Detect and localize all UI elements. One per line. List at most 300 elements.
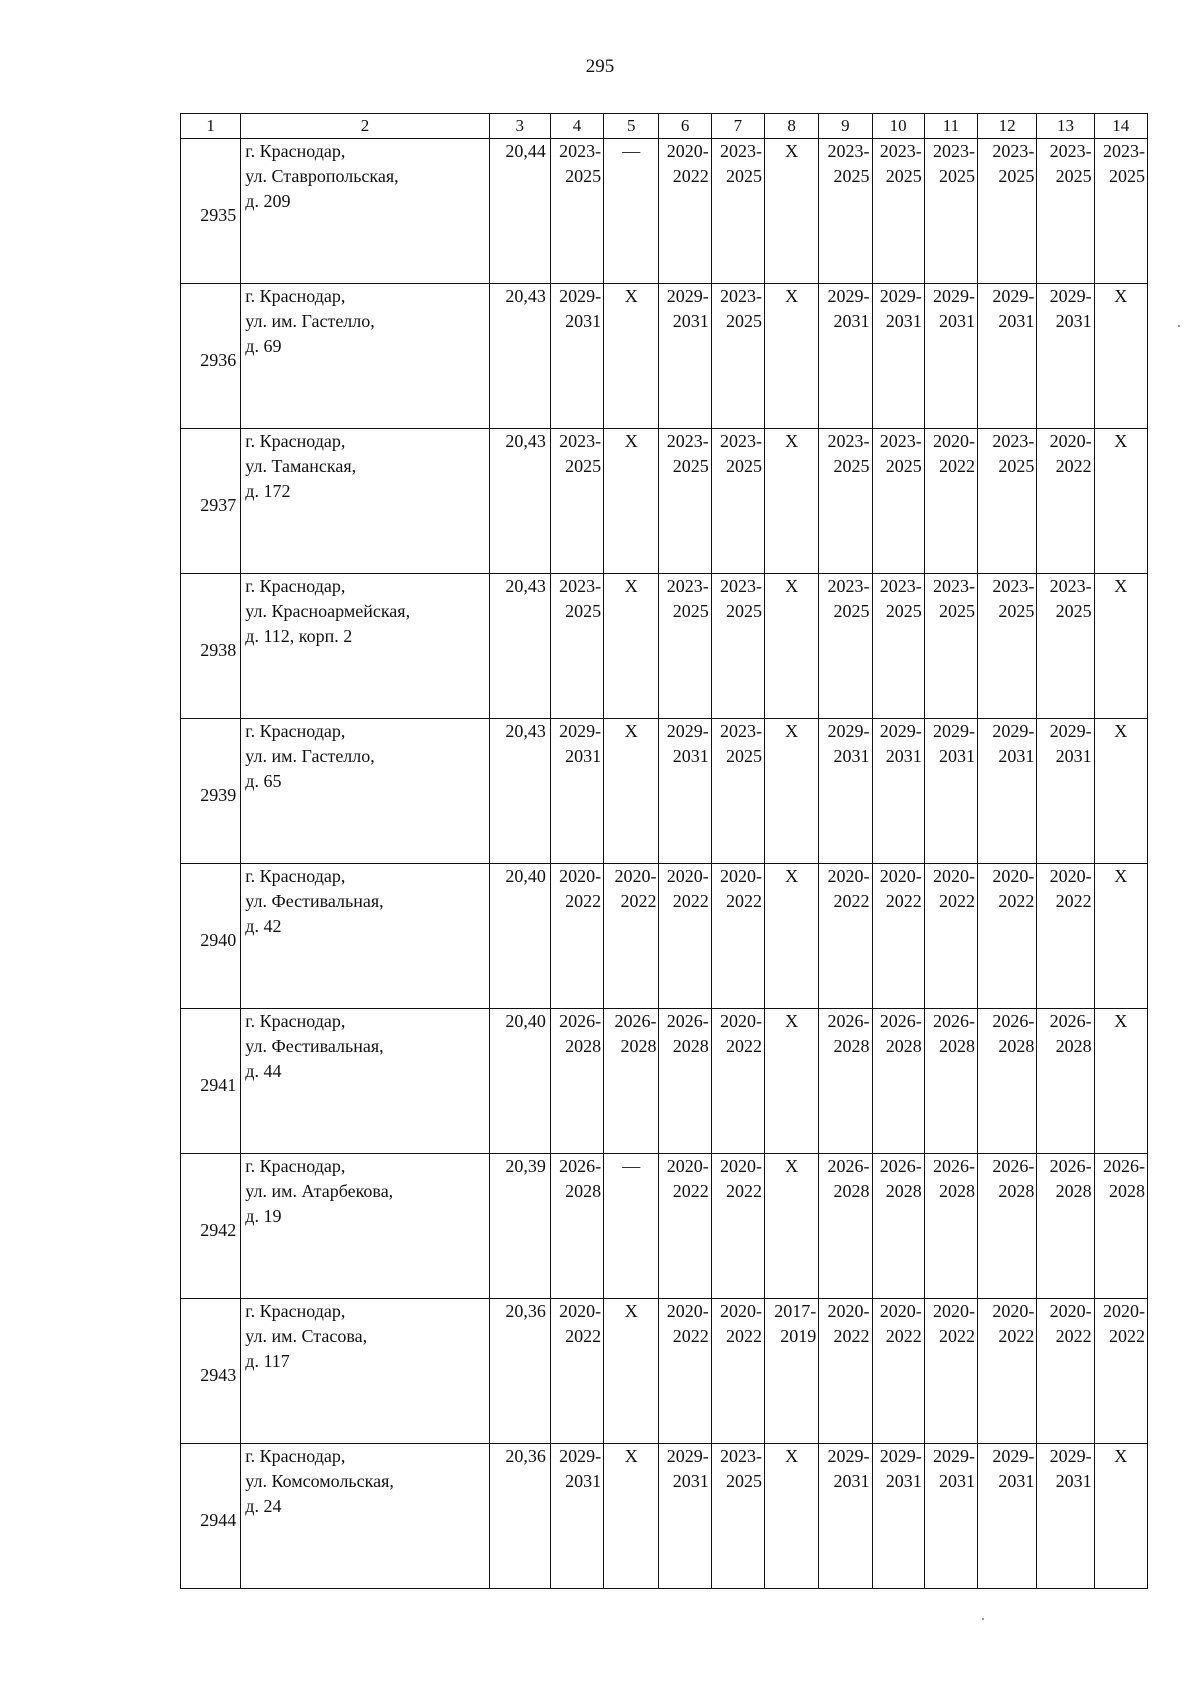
period-start: 2023- <box>933 576 976 596</box>
period-cell <box>550 139 603 284</box>
period-start: 2026- <box>879 1011 922 1031</box>
period-end: 2025 <box>565 601 602 621</box>
period-cell <box>711 864 764 1009</box>
period-start: 2020- <box>666 141 709 161</box>
table-row <box>181 284 1148 429</box>
period-start: 2020- <box>933 866 976 886</box>
address-cell <box>241 574 489 719</box>
period-end: 2022 <box>725 1326 762 1346</box>
period-cell <box>978 1299 1037 1444</box>
period-start: 2020- <box>559 1301 602 1321</box>
period-start: 2026- <box>827 1011 870 1031</box>
period-end: 2022 <box>939 891 976 911</box>
period-start: 2029- <box>559 1446 602 1466</box>
address-line: г. Краснодар, <box>245 431 346 451</box>
period-start: 2023- <box>719 1446 762 1466</box>
period-cell <box>872 1154 924 1299</box>
value-cell: 20,39 <box>489 1154 550 1299</box>
period-start: 2023- <box>1049 576 1092 596</box>
period-cell <box>550 429 603 574</box>
period-start: 2029- <box>1049 286 1092 306</box>
column-header-5: 5 <box>604 114 659 139</box>
period-end: 2019 <box>780 1326 817 1346</box>
period-start: 2029- <box>992 721 1035 741</box>
period-cell <box>764 1299 818 1444</box>
period-cell <box>924 1299 977 1444</box>
register-table <box>180 113 1148 1589</box>
period-end: 2031 <box>939 746 976 766</box>
address-line: ул. Таманская, <box>245 456 357 476</box>
period-cell <box>550 719 603 864</box>
period-cell <box>659 284 711 429</box>
address-line: д. 172 <box>245 481 291 501</box>
period-start: 2029- <box>666 721 709 741</box>
column-header-10: 10 <box>872 114 924 139</box>
value-cell: 20,40 <box>489 864 550 1009</box>
period-end: 2031 <box>998 311 1035 331</box>
period-end: 2028 <box>833 1181 870 1201</box>
period-cell <box>872 1444 924 1589</box>
column-header-3: 3 <box>489 114 550 139</box>
period-end: 2025 <box>833 166 870 186</box>
period-start: 2020- <box>719 1011 762 1031</box>
period-end: 2028 <box>939 1036 976 1056</box>
period-cell <box>659 719 711 864</box>
period-cell: X <box>764 574 818 719</box>
period-end: 2031 <box>939 311 976 331</box>
period-end: 2028 <box>1109 1181 1145 1201</box>
period-end: 2028 <box>565 1036 602 1056</box>
period-start: 2023- <box>992 431 1035 451</box>
period-end: 2025 <box>885 456 922 476</box>
period-start: 2023- <box>666 431 709 451</box>
period-start: 2029- <box>559 286 602 306</box>
address-cell <box>241 429 489 574</box>
period-end: 2025 <box>885 601 922 621</box>
period-cell <box>711 284 764 429</box>
period-cell <box>819 284 872 429</box>
period-end: 2025 <box>998 166 1035 186</box>
period-cell <box>924 1444 977 1589</box>
row-number: 2940 <box>181 864 241 1009</box>
period-end: 2031 <box>939 1471 976 1491</box>
period-end: 2028 <box>998 1181 1035 1201</box>
period-end: 2031 <box>833 311 870 331</box>
row-number: 2944 <box>181 1444 241 1589</box>
period-start: 2029- <box>827 1446 870 1466</box>
period-end: 2031 <box>998 1471 1035 1491</box>
period-start: 2029- <box>879 1446 922 1466</box>
period-start: 2020- <box>879 866 922 886</box>
period-start: 2029- <box>933 1446 976 1466</box>
period-cell: X <box>764 139 818 284</box>
period-start: 2026- <box>992 1011 1035 1031</box>
address-line: г. Краснодар, <box>245 1301 346 1321</box>
period-cell: X <box>764 719 818 864</box>
period-cell <box>872 284 924 429</box>
period-cell: X <box>1094 429 1147 574</box>
table-row <box>181 1299 1148 1444</box>
address-cell <box>241 1299 489 1444</box>
period-cell <box>1094 139 1147 284</box>
period-end: 2025 <box>725 746 762 766</box>
period-start: 2020- <box>666 1301 709 1321</box>
period-start: 2023- <box>827 431 870 451</box>
period-cell <box>924 429 977 574</box>
period-end: 2031 <box>998 746 1035 766</box>
table-row <box>181 864 1148 1009</box>
period-cell <box>711 139 764 284</box>
period-end: 2028 <box>672 1036 709 1056</box>
period-end: 2031 <box>833 1471 870 1491</box>
period-start: 2029- <box>933 286 976 306</box>
period-cell: X <box>1094 719 1147 864</box>
period-start: 2026- <box>1049 1011 1092 1031</box>
value-cell: 20,43 <box>489 429 550 574</box>
period-cell <box>872 429 924 574</box>
column-header-7: 7 <box>711 114 764 139</box>
period-start: 2020- <box>933 1301 976 1321</box>
period-cell <box>978 429 1037 574</box>
period-end: 2031 <box>885 1471 922 1491</box>
address-cell <box>241 139 489 284</box>
address-line: д. 42 <box>245 916 282 936</box>
address-line: д. 24 <box>245 1496 282 1516</box>
period-cell <box>550 1444 603 1589</box>
period-cell: X <box>1094 284 1147 429</box>
period-cell <box>924 139 977 284</box>
period-cell <box>711 1444 764 1589</box>
address-line: г. Краснодар, <box>245 286 346 306</box>
period-start: 2023- <box>1103 141 1145 161</box>
period-end: 2022 <box>998 891 1035 911</box>
period-end: 2022 <box>565 891 602 911</box>
period-start: 2029- <box>879 721 922 741</box>
period-cell: X <box>604 284 659 429</box>
address-cell <box>241 864 489 1009</box>
period-start: 2026- <box>933 1011 976 1031</box>
period-end: 2028 <box>885 1036 922 1056</box>
period-end: 2031 <box>672 746 709 766</box>
period-end: 2028 <box>565 1181 602 1201</box>
period-start: 2023- <box>827 576 870 596</box>
address-line: ул. Фестивальная, <box>245 891 384 911</box>
period-cell: X <box>764 429 818 574</box>
address-line: д. 69 <box>245 336 282 356</box>
period-start: 2023- <box>879 431 922 451</box>
period-end: 2031 <box>565 311 602 331</box>
address-line: д. 44 <box>245 1061 282 1081</box>
period-cell <box>924 719 977 864</box>
period-end: 2022 <box>939 1326 976 1346</box>
period-end: 2022 <box>885 1326 922 1346</box>
period-cell <box>1037 139 1094 284</box>
period-end: 2025 <box>725 601 762 621</box>
period-cell <box>978 139 1037 284</box>
period-start: 2020- <box>719 1301 762 1321</box>
period-cell: X <box>604 1444 659 1589</box>
period-end: 2025 <box>565 166 602 186</box>
period-cell: X <box>1094 574 1147 719</box>
period-cell <box>1094 1299 1147 1444</box>
period-start: 2020- <box>666 1156 709 1176</box>
table-row <box>181 139 1148 284</box>
period-start: 2020- <box>1049 431 1092 451</box>
period-start: 2026- <box>933 1156 976 1176</box>
period-start: 2026- <box>1103 1156 1145 1176</box>
period-end: 2028 <box>1055 1181 1092 1201</box>
period-end: 2031 <box>885 311 922 331</box>
period-start: 2023- <box>992 141 1035 161</box>
period-end: 2022 <box>725 1181 762 1201</box>
row-number: 2942 <box>181 1154 241 1299</box>
period-cell <box>819 1009 872 1154</box>
period-cell: — <box>604 1154 659 1299</box>
period-cell <box>1037 719 1094 864</box>
column-header-6: 6 <box>659 114 711 139</box>
period-end: 2031 <box>672 311 709 331</box>
period-cell <box>1037 284 1094 429</box>
address-line: ул. им. Гастелло, <box>245 746 375 766</box>
period-start: 2026- <box>666 1011 709 1031</box>
period-end: 2031 <box>1055 746 1092 766</box>
table-row <box>181 1444 1148 1589</box>
period-start: 2023- <box>719 576 762 596</box>
period-cell <box>550 864 603 1009</box>
period-start: 2026- <box>614 1011 657 1031</box>
period-cell <box>819 139 872 284</box>
address-line: ул. Ставропольская, <box>245 166 399 186</box>
period-cell: X <box>764 864 818 1009</box>
period-end: 2025 <box>939 601 976 621</box>
period-start: 2023- <box>719 721 762 741</box>
period-end: 2025 <box>833 456 870 476</box>
period-start: 2020- <box>559 866 602 886</box>
address-line: г. Краснодар, <box>245 1446 346 1466</box>
period-cell <box>819 574 872 719</box>
period-end: 2022 <box>672 1326 709 1346</box>
period-end: 2022 <box>672 891 709 911</box>
period-cell <box>872 864 924 1009</box>
address-line: г. Краснодар, <box>245 866 346 886</box>
period-start: 2023- <box>879 576 922 596</box>
period-start: 2029- <box>827 286 870 306</box>
period-end: 2022 <box>1055 891 1092 911</box>
period-cell <box>872 139 924 284</box>
period-cell <box>1037 574 1094 719</box>
period-cell <box>872 574 924 719</box>
address-line: г. Краснодар, <box>245 576 346 596</box>
row-number: 2938 <box>181 574 241 719</box>
period-cell <box>711 1299 764 1444</box>
period-cell: X <box>1094 1444 1147 1589</box>
address-line: ул. Комсомольская, <box>245 1471 394 1491</box>
period-end: 2022 <box>1109 1326 1145 1346</box>
period-start: 2020- <box>933 431 976 451</box>
period-end: 2028 <box>1055 1036 1092 1056</box>
period-start: 2023- <box>719 431 762 451</box>
period-cell <box>1037 429 1094 574</box>
scan-dot <box>982 1618 984 1620</box>
period-cell <box>924 1154 977 1299</box>
address-cell <box>241 719 489 864</box>
period-end: 2031 <box>833 746 870 766</box>
period-end: 2022 <box>725 1036 762 1056</box>
address-line: ул. Фестивальная, <box>245 1036 384 1056</box>
address-line: д. 65 <box>245 771 282 791</box>
row-number: 2935 <box>181 139 241 284</box>
address-line: г. Краснодар, <box>245 1011 346 1031</box>
period-end: 2025 <box>998 456 1035 476</box>
period-cell <box>1037 1009 1094 1154</box>
scan-dot <box>1178 325 1180 327</box>
row-number: 2941 <box>181 1009 241 1154</box>
period-cell <box>819 429 872 574</box>
period-end: 2025 <box>725 311 762 331</box>
row-number: 2939 <box>181 719 241 864</box>
period-cell: X <box>604 574 659 719</box>
period-end: 2031 <box>1055 1471 1092 1491</box>
page-number: 295 <box>585 56 615 77</box>
period-end: 2025 <box>725 1471 762 1491</box>
address-line: д. 117 <box>245 1351 290 1371</box>
period-start: 2020- <box>992 866 1035 886</box>
address-cell <box>241 1444 489 1589</box>
period-cell <box>924 574 977 719</box>
address-line: д. 209 <box>245 191 291 211</box>
column-header-4: 4 <box>550 114 603 139</box>
column-header-1: 1 <box>181 114 241 139</box>
period-cell: X <box>1094 864 1147 1009</box>
period-start: 2029- <box>992 1446 1035 1466</box>
period-start: 2023- <box>559 141 602 161</box>
period-cell <box>550 1299 603 1444</box>
value-cell: 20,44 <box>489 139 550 284</box>
period-start: 2023- <box>992 576 1035 596</box>
period-start: 2020- <box>666 866 709 886</box>
period-cell <box>819 1444 872 1589</box>
period-end: 2022 <box>565 1326 602 1346</box>
address-line: г. Краснодар, <box>245 721 346 741</box>
period-start: 2026- <box>1049 1156 1092 1176</box>
period-end: 2028 <box>833 1036 870 1056</box>
period-cell <box>711 1009 764 1154</box>
period-cell: X <box>604 429 659 574</box>
period-cell <box>659 1154 711 1299</box>
column-header-2: 2 <box>241 114 489 139</box>
period-cell <box>872 1009 924 1154</box>
period-cell: X <box>604 719 659 864</box>
header-row <box>181 114 1148 139</box>
period-cell <box>978 1444 1037 1589</box>
period-cell <box>550 284 603 429</box>
period-cell <box>819 1154 872 1299</box>
period-start: 2020- <box>719 866 762 886</box>
period-cell <box>711 1154 764 1299</box>
period-end: 2022 <box>725 891 762 911</box>
value-cell: 20,36 <box>489 1299 550 1444</box>
period-cell <box>659 1009 711 1154</box>
address-line: ул. им. Гастелло, <box>245 311 375 331</box>
period-start: 2026- <box>827 1156 870 1176</box>
period-end: 2025 <box>565 456 602 476</box>
address-line: ул. им. Атарбекова, <box>245 1181 394 1201</box>
period-cell <box>550 1154 603 1299</box>
period-cell <box>978 719 1037 864</box>
period-start: 2023- <box>559 431 602 451</box>
address-cell <box>241 1154 489 1299</box>
period-cell <box>659 139 711 284</box>
period-start: 2020- <box>614 866 657 886</box>
period-end: 2031 <box>1055 311 1092 331</box>
period-end: 2028 <box>939 1181 976 1201</box>
period-cell <box>604 864 659 1009</box>
period-cell: X <box>764 284 818 429</box>
value-cell: 20,36 <box>489 1444 550 1589</box>
period-cell <box>978 1009 1037 1154</box>
period-cell <box>711 574 764 719</box>
period-cell <box>659 1299 711 1444</box>
column-header-12: 12 <box>978 114 1037 139</box>
value-cell: 20,40 <box>489 1009 550 1154</box>
period-cell: X <box>604 1299 659 1444</box>
period-cell <box>550 574 603 719</box>
value-cell: 20,43 <box>489 284 550 429</box>
period-cell <box>978 864 1037 1009</box>
period-cell: X <box>764 1009 818 1154</box>
period-start: 2023- <box>933 141 976 161</box>
period-cell <box>819 864 872 1009</box>
period-start: 2029- <box>1049 721 1092 741</box>
period-cell <box>924 1009 977 1154</box>
period-start: 2023- <box>559 576 602 596</box>
period-cell <box>604 1009 659 1154</box>
period-start: 2026- <box>879 1156 922 1176</box>
column-header-13: 13 <box>1037 114 1094 139</box>
period-end: 2028 <box>620 1036 657 1056</box>
period-cell <box>819 719 872 864</box>
column-header-14: 14 <box>1094 114 1147 139</box>
table-row <box>181 719 1148 864</box>
column-header-9: 9 <box>819 114 872 139</box>
period-end: 2025 <box>1055 601 1092 621</box>
period-cell <box>819 1299 872 1444</box>
address-cell <box>241 1009 489 1154</box>
period-start: 2029- <box>933 721 976 741</box>
period-start: 2023- <box>719 286 762 306</box>
period-end: 2031 <box>565 746 602 766</box>
period-end: 2025 <box>885 166 922 186</box>
period-cell <box>978 574 1037 719</box>
period-start: 2023- <box>879 141 922 161</box>
table-row <box>181 429 1148 574</box>
period-start: 2020- <box>827 866 870 886</box>
table-row <box>181 574 1148 719</box>
period-start: 2029- <box>666 286 709 306</box>
period-end: 2025 <box>725 166 762 186</box>
period-cell: X <box>764 1444 818 1589</box>
row-number: 2943 <box>181 1299 241 1444</box>
period-end: 2022 <box>1055 456 1092 476</box>
period-cell <box>978 1154 1037 1299</box>
table-body <box>181 139 1148 1589</box>
address-line: ул. Красноармейская, <box>245 601 411 621</box>
period-start: 2020- <box>1103 1301 1145 1321</box>
period-cell: X <box>1094 1009 1147 1154</box>
period-cell <box>924 864 977 1009</box>
table-row <box>181 1154 1148 1299</box>
period-start: 2020- <box>827 1301 870 1321</box>
